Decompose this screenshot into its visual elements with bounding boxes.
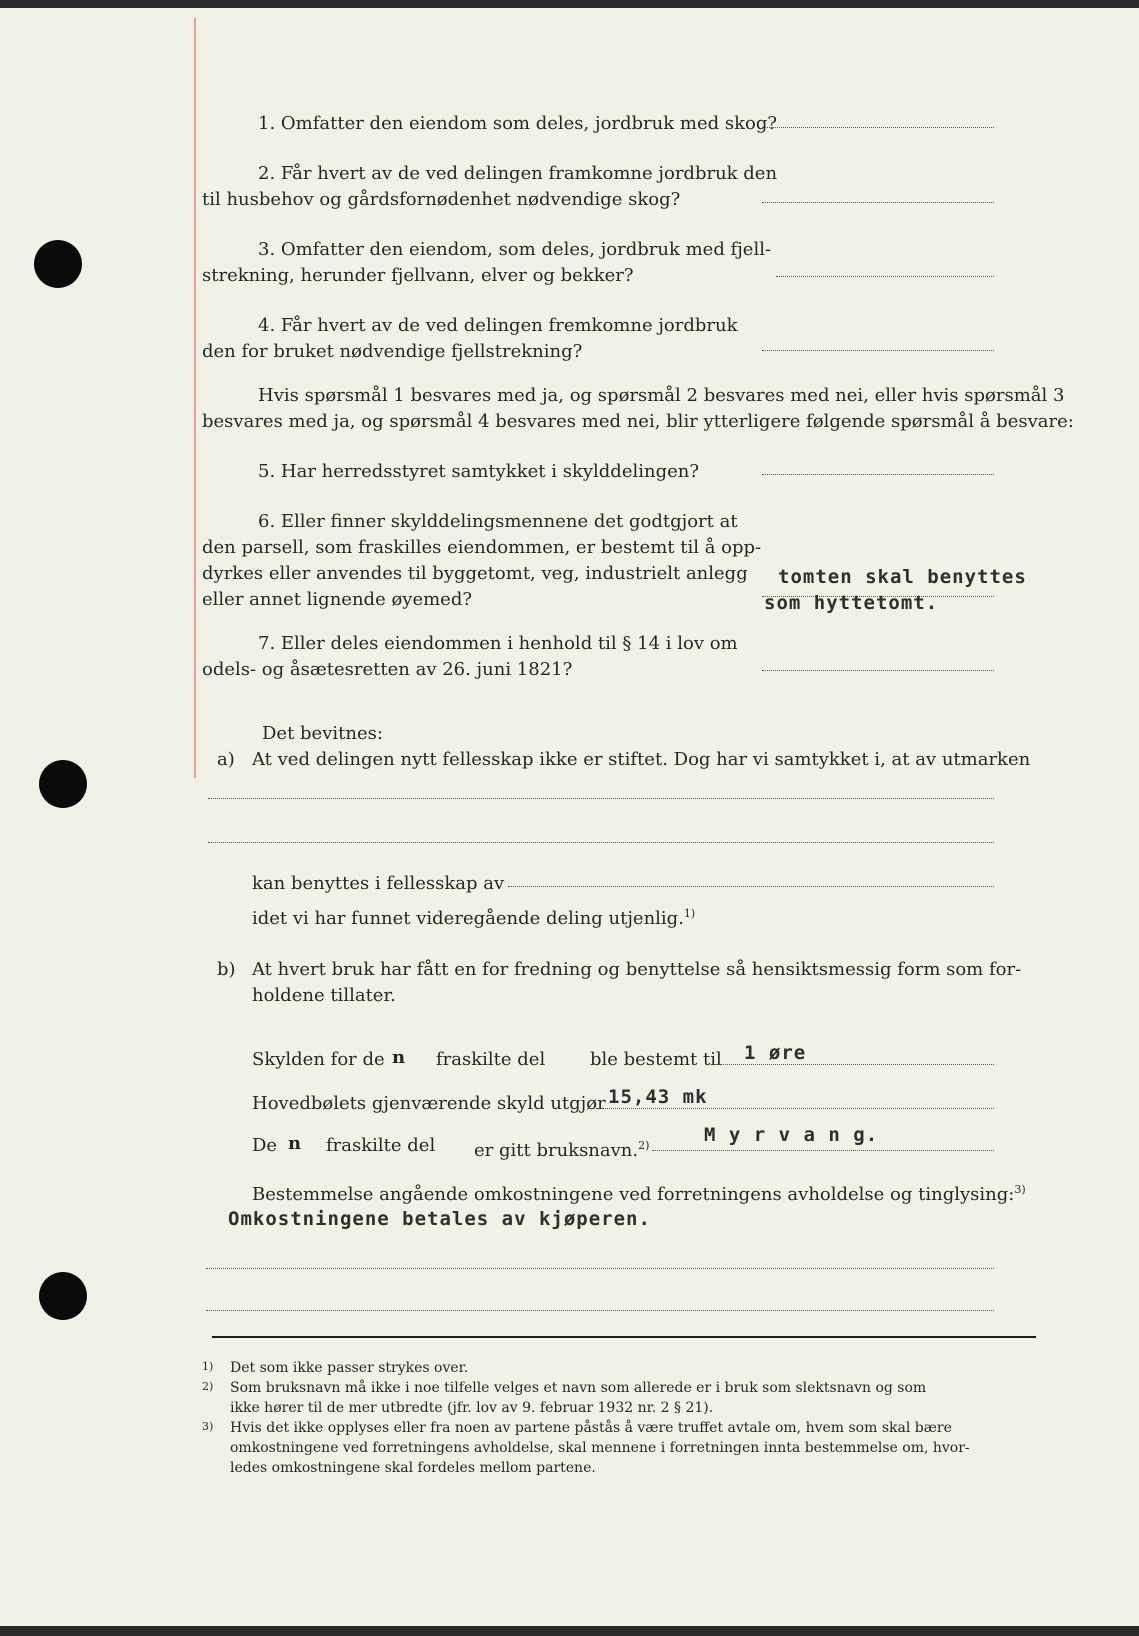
question-6-line-3: dyrkes eller anvendes til byggetomt, veg, industrielt anlegg <box>202 563 748 584</box>
skylden-n: n <box>392 1047 406 1068</box>
bevitnes-heading: Det bevitnes: <box>262 723 383 744</box>
punch-hole-middle <box>39 760 87 808</box>
fellesskap-line[interactable] <box>508 886 994 887</box>
question-5: 5. Har herredsstyret samtykket i skylddelingen? <box>258 461 699 482</box>
bevitnes-b-marker: b) <box>217 959 236 980</box>
utmark-line-1[interactable] <box>208 798 994 799</box>
footnote-3-line-2: omkostningene ved forretningens avholdelse, skal mennene i forretningen innta bestemmelse om, hvor- <box>230 1440 970 1456</box>
skylden-value: 1 øre <box>744 1042 807 1064</box>
answer-line-q7[interactable] <box>762 670 994 671</box>
question-4-line-1: 4. Får hvert av de ved delingen fremkomne jordbruk <box>258 315 738 336</box>
footnote-1-number: 1) <box>202 1360 214 1373</box>
hovedbol-line[interactable] <box>596 1108 994 1109</box>
footnote-2-number: 2) <box>202 1380 214 1393</box>
answer-line-q5[interactable] <box>762 474 994 475</box>
footnote-rule <box>212 1336 1036 1338</box>
footnote-3-line-1: Hvis det ikke opplyses eller fra noen av partene påstås å være truffet avtale om, hvem som skal bære <box>230 1420 952 1436</box>
footnote-ref-1: 1) <box>683 907 696 920</box>
bruksnavn-line[interactable] <box>652 1150 994 1151</box>
omkostning-value: Omkostningene betales av kjøperen. <box>228 1208 651 1230</box>
question-4-line-2: den for bruket nødvendige fjellstrekning? <box>202 341 583 362</box>
skylden-label-b: fraskilte del <box>436 1049 546 1070</box>
footnote-1: Det som ikke passer strykes over. <box>230 1360 469 1376</box>
footnote-3-line-3: ledes omkostningene skal fordeles mellom partene. <box>230 1460 596 1476</box>
margin-line <box>194 18 196 778</box>
question-6-line-4: eller annet lignende øyemed? <box>202 589 472 610</box>
bevitnes-b-line-1: At hvert bruk har fått en for fredning og benyttelse så hensiktsmessig form som for- <box>252 959 1022 980</box>
footnote-2-line-1: Som bruksnavn må ikke i noe tilfelle velges et navn som allerede er i bruk som slektsnavn og som <box>230 1380 927 1396</box>
bevitnes-b-line-2: holdene tillater. <box>252 985 396 1006</box>
question-2-line-1: 2. Får hvert av de ved delingen framkomne jordbruk den <box>258 163 778 184</box>
skylden-label-a: Skylden for de <box>252 1049 385 1070</box>
bevitnes-a-marker: a) <box>217 749 235 770</box>
bruksnavn-label-a: De <box>252 1135 278 1156</box>
answer-line-q1[interactable] <box>762 127 994 128</box>
bevitnes-idet: idet vi har funnet videregående deling utjenlig.$^{1)}$ <box>252 907 696 929</box>
hovedbol-value: 15,43 mk <box>608 1086 708 1108</box>
question-7-line-1: 7. Eller deles eiendommen i henhold til § 14 i lov om <box>258 633 738 654</box>
bruksnavn-n: n <box>288 1133 302 1154</box>
question-3-line-2: strekning, herunder fjellvann, elver og bekker? <box>202 265 634 286</box>
skylden-line[interactable] <box>716 1064 994 1065</box>
question-2-line-2: til husbehov og gårdsfornødenhet nødvendige skog? <box>202 189 681 210</box>
document-page <box>0 8 1139 1626</box>
question-6-line-1: 6. Eller finner skylddelingsmennene det godtgjort at <box>258 511 738 532</box>
condition-line-1: Hvis spørsmål 1 besvares med ja, og spørsmål 2 besvares med nei, eller hvis spørsmål 3 <box>258 385 1065 406</box>
bruksnavn-label-c: er gitt bruksnavn.$^{2)}$ <box>474 1139 650 1161</box>
bruksnavn-value: M y r v a n g. <box>704 1124 879 1146</box>
punch-hole-bottom <box>39 1272 87 1320</box>
omkostning-line-1[interactable] <box>206 1268 994 1269</box>
condition-line-2: besvares med ja, og spørsmål 4 besvares med nei, blir ytterligere følgende spørsmål å besvare: <box>202 411 1074 432</box>
footnote-3-number: 3) <box>202 1420 214 1433</box>
skylden-label-c: ble bestemt til <box>590 1049 722 1070</box>
answer-line-q4[interactable] <box>762 350 994 351</box>
footnote-ref-3: 3) <box>1014 1183 1026 1196</box>
bevitnes-a-text: At ved delingen nytt fellesskap ikke er stiftet. Dog har vi samtykket i, at av utmarken <box>252 749 1031 770</box>
bestemmelse-label: Bestemmelse angående omkostningene ved forretningens avholdelse og tinglysing:$^{3)}$ <box>252 1183 1026 1205</box>
answer-q6-line-2: som hyttetomt. <box>764 592 939 614</box>
footnote-2-line-2: ikke hører til de mer utbredte (jfr. lov av 9. februar 1932 nr. 2 § 21). <box>230 1400 714 1416</box>
footnote-ref-2: 2) <box>638 1139 650 1152</box>
omkostning-line-2[interactable] <box>206 1310 994 1311</box>
utmark-line-2[interactable] <box>208 842 994 843</box>
bruksnavn-label-b: fraskilte del <box>326 1135 436 1156</box>
answer-line-q3[interactable] <box>776 276 994 277</box>
bevitnes-kan: kan benyttes i fellesskap av <box>252 873 505 894</box>
answer-q6-line-1: tomten skal benyttes <box>778 566 1027 588</box>
hovedbol-label: Hovedbølets gjenværende skyld utgjør <box>252 1093 606 1114</box>
answer-line-q2[interactable] <box>762 202 994 203</box>
question-7-line-2: odels- og åsætesretten av 26. juni 1821? <box>202 659 573 680</box>
question-6-line-2: den parsell, som fraskilles eiendommen, er bestemt til å opp- <box>202 537 762 558</box>
punch-hole-top <box>34 240 82 288</box>
question-1: 1. Omfatter den eiendom som deles, jordbruk med skog? <box>258 113 777 134</box>
question-3-line-1: 3. Omfatter den eiendom, som deles, jordbruk med fjell- <box>258 239 772 260</box>
